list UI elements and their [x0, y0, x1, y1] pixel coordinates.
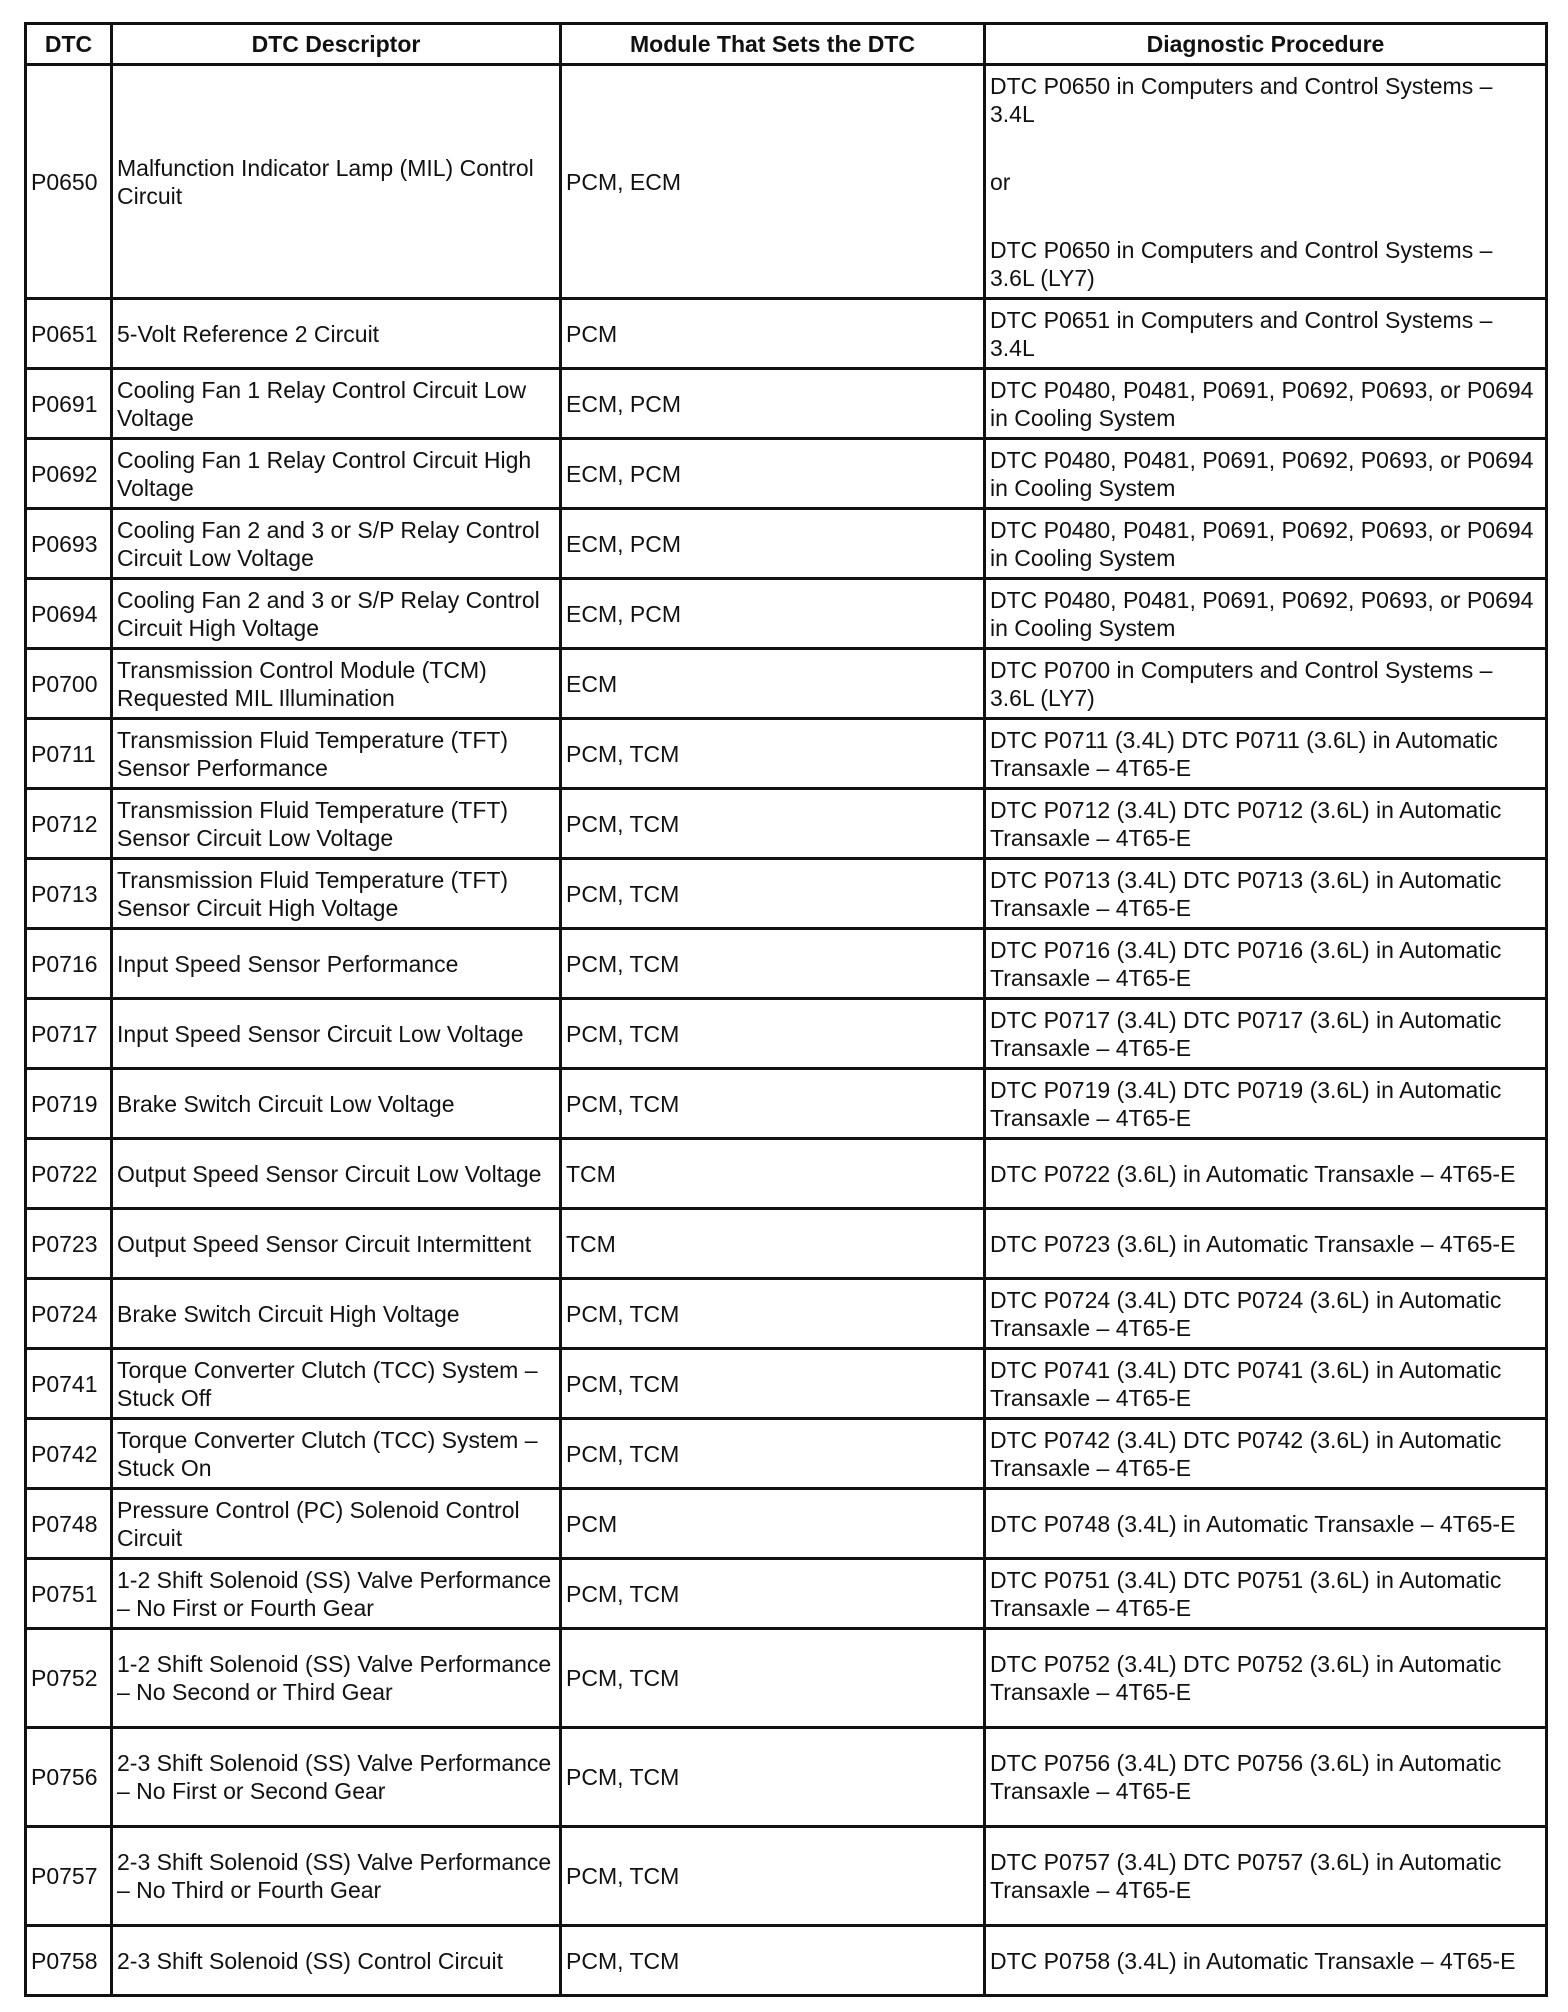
dtc-module: PCM, TCM	[561, 1069, 985, 1139]
dtc-code: P0722	[26, 1139, 112, 1209]
dtc-module: PCM, ECM	[561, 65, 985, 299]
dtc-document	[24, 22, 1545, 1997]
dtc-code: P0741	[26, 1349, 112, 1419]
table-row	[26, 1069, 1547, 1139]
header-dtc: DTC	[26, 24, 112, 65]
dtc-code: P0724	[26, 1279, 112, 1349]
dtc-descriptor: 5-Volt Reference 2 Circuit	[112, 299, 561, 369]
dtc-procedure: DTC P0741 (3.4L) DTC P0741 (3.6L) in Automatic Transaxle – 4T65-E	[985, 1349, 1547, 1419]
dtc-module: PCM, TCM	[561, 1419, 985, 1489]
dtc-code: P0717	[26, 999, 112, 1069]
table-row	[26, 579, 1547, 649]
dtc-descriptor: Cooling Fan 2 and 3 or S/P Relay Control Circuit Low Voltage	[112, 509, 561, 579]
table-row	[26, 1728, 1547, 1827]
dtc-procedure: DTC P0713 (3.4L) DTC P0713 (3.6L) in Automatic Transaxle – 4T65-E	[985, 859, 1547, 929]
dtc-code: P0693	[26, 509, 112, 579]
dtc-module: ECM, PCM	[561, 579, 985, 649]
dtc-procedure: DTC P0756 (3.4L) DTC P0756 (3.6L) in Automatic Transaxle – 4T65-E	[985, 1728, 1547, 1827]
dtc-procedure: DTC P0751 (3.4L) DTC P0751 (3.6L) in Automatic Transaxle – 4T65-E	[985, 1559, 1547, 1629]
dtc-descriptor: Output Speed Sensor Circuit Low Voltage	[112, 1139, 561, 1209]
dtc-module: PCM, TCM	[561, 1926, 985, 1996]
dtc-code: P0651	[26, 299, 112, 369]
dtc-module: PCM	[561, 1489, 985, 1559]
dtc-descriptor: Transmission Fluid Temperature (TFT) Sensor Circuit Low Voltage	[112, 789, 561, 859]
procedure-or: or	[990, 168, 1011, 195]
dtc-table	[24, 22, 1548, 1997]
dtc-code: P0700	[26, 649, 112, 719]
dtc-code: P0756	[26, 1728, 112, 1827]
dtc-module: ECM, PCM	[561, 369, 985, 439]
dtc-module: PCM, TCM	[561, 1349, 985, 1419]
dtc-descriptor: Transmission Fluid Temperature (TFT) Sensor Circuit High Voltage	[112, 859, 561, 929]
dtc-module: PCM, TCM	[561, 789, 985, 859]
table-row	[26, 719, 1547, 789]
table-row	[26, 1349, 1547, 1419]
dtc-module: PCM, TCM	[561, 1629, 985, 1728]
dtc-code: P0711	[26, 719, 112, 789]
dtc-procedure: DTC P0742 (3.4L) DTC P0742 (3.6L) in Automatic Transaxle – 4T65-E	[985, 1419, 1547, 1489]
dtc-procedure: DTC P0724 (3.4L) DTC P0724 (3.6L) in Automatic Transaxle – 4T65-E	[985, 1279, 1547, 1349]
dtc-module: PCM, TCM	[561, 1827, 985, 1926]
table-row	[26, 1489, 1547, 1559]
dtc-code: P0716	[26, 929, 112, 999]
dtc-descriptor: Brake Switch Circuit High Voltage	[112, 1279, 561, 1349]
table-row	[26, 859, 1547, 929]
dtc-descriptor: Cooling Fan 2 and 3 or S/P Relay Control Circuit High Voltage	[112, 579, 561, 649]
dtc-descriptor: Input Speed Sensor Performance	[112, 929, 561, 999]
dtc-code: P0757	[26, 1827, 112, 1926]
table-row	[26, 299, 1547, 369]
dtc-descriptor: Cooling Fan 1 Relay Control Circuit Low Voltage	[112, 369, 561, 439]
dtc-descriptor: Output Speed Sensor Circuit Intermittent	[112, 1209, 561, 1279]
table-row	[26, 1926, 1547, 1996]
table-row	[26, 439, 1547, 509]
dtc-module: TCM	[561, 1139, 985, 1209]
dtc-procedure: DTC P0711 (3.4L) DTC P0711 (3.6L) in Automatic Transaxle – 4T65-E	[985, 719, 1547, 789]
dtc-code: P0758	[26, 1926, 112, 1996]
dtc-code: P0691	[26, 369, 112, 439]
table-row	[26, 789, 1547, 859]
dtc-procedure: DTC P0700 in Computers and Control Systems – 3.6L (LY7)	[985, 649, 1547, 719]
dtc-descriptor: 2-3 Shift Solenoid (SS) Valve Performance – No Third or Fourth Gear	[112, 1827, 561, 1926]
dtc-code: P0712	[26, 789, 112, 859]
dtc-module: TCM	[561, 1209, 985, 1279]
dtc-procedure: DTC P0712 (3.4L) DTC P0712 (3.6L) in Automatic Transaxle – 4T65-E	[985, 789, 1547, 859]
dtc-descriptor: 1-2 Shift Solenoid (SS) Valve Performance – No First or Fourth Gear	[112, 1559, 561, 1629]
procedure-primary: DTC P0650 in Computers and Control Systems – 3.4L	[990, 72, 1493, 127]
dtc-code: P0650	[26, 65, 112, 299]
dtc-descriptor: 2-3 Shift Solenoid (SS) Control Circuit	[112, 1926, 561, 1996]
dtc-descriptor: Torque Converter Clutch (TCC) System – Stuck On	[112, 1419, 561, 1489]
table-row	[26, 1139, 1547, 1209]
dtc-code: P0751	[26, 1559, 112, 1629]
dtc-descriptor: Cooling Fan 1 Relay Control Circuit High Voltage	[112, 439, 561, 509]
dtc-code: P0692	[26, 439, 112, 509]
dtc-descriptor: Input Speed Sensor Circuit Low Voltage	[112, 999, 561, 1069]
table-row	[26, 1559, 1547, 1629]
dtc-module: PCM, TCM	[561, 1728, 985, 1827]
table-row	[26, 1419, 1547, 1489]
dtc-code: P0748	[26, 1489, 112, 1559]
dtc-module: PCM	[561, 299, 985, 369]
dtc-module: ECM	[561, 649, 985, 719]
dtc-procedure: DTC P0651 in Computers and Control Systems – 3.4L	[985, 299, 1547, 369]
dtc-descriptor: Malfunction Indicator Lamp (MIL) Control Circuit	[112, 65, 561, 299]
dtc-procedure: DTC P0748 (3.4L) in Automatic Transaxle – 4T65-E	[985, 1489, 1547, 1559]
table-row	[26, 1629, 1547, 1728]
table-row	[26, 929, 1547, 999]
dtc-descriptor: Pressure Control (PC) Solenoid Control Circuit	[112, 1489, 561, 1559]
table-row	[26, 999, 1547, 1069]
dtc-module: PCM, TCM	[561, 999, 985, 1069]
dtc-descriptor: Transmission Control Module (TCM) Requested MIL Illumination	[112, 649, 561, 719]
dtc-procedure: DTC P0723 (3.6L) in Automatic Transaxle – 4T65-E	[985, 1209, 1547, 1279]
dtc-module: PCM, TCM	[561, 719, 985, 789]
dtc-code: P0752	[26, 1629, 112, 1728]
table-row	[26, 369, 1547, 439]
dtc-descriptor: 2-3 Shift Solenoid (SS) Valve Performance – No First or Second Gear	[112, 1728, 561, 1827]
dtc-module: ECM, PCM	[561, 439, 985, 509]
table-row	[26, 1279, 1547, 1349]
dtc-code: P0694	[26, 579, 112, 649]
dtc-procedure: DTC P0480, P0481, P0691, P0692, P0693, or P0694 in Cooling System	[985, 579, 1547, 649]
header-module: Module That Sets the DTC	[561, 24, 985, 65]
dtc-procedure: DTC P0722 (3.6L) in Automatic Transaxle – 4T65-E	[985, 1139, 1547, 1209]
header-procedure: Diagnostic Procedure	[985, 24, 1547, 65]
dtc-descriptor: Transmission Fluid Temperature (TFT) Sensor Performance	[112, 719, 561, 789]
dtc-procedure: DTC P0480, P0481, P0691, P0692, P0693, or P0694 in Cooling System	[985, 439, 1547, 509]
table-row	[26, 1827, 1547, 1926]
dtc-code: P0713	[26, 859, 112, 929]
table-row	[26, 1209, 1547, 1279]
dtc-descriptor: Brake Switch Circuit Low Voltage	[112, 1069, 561, 1139]
dtc-module: PCM, TCM	[561, 1559, 985, 1629]
header-descriptor: DTC Descriptor	[112, 24, 561, 65]
dtc-procedure	[985, 65, 1547, 299]
dtc-procedure: DTC P0717 (3.4L) DTC P0717 (3.6L) in Automatic Transaxle – 4T65-E	[985, 999, 1547, 1069]
table-header-row	[26, 24, 1547, 65]
dtc-descriptor: 1-2 Shift Solenoid (SS) Valve Performance – No Second or Third Gear	[112, 1629, 561, 1728]
dtc-procedure: DTC P0480, P0481, P0691, P0692, P0693, or P0694 in Cooling System	[985, 369, 1547, 439]
table-row	[26, 65, 1547, 299]
dtc-module: PCM, TCM	[561, 859, 985, 929]
dtc-procedure: DTC P0719 (3.4L) DTC P0719 (3.6L) in Automatic Transaxle – 4T65-E	[985, 1069, 1547, 1139]
dtc-procedure: DTC P0757 (3.4L) DTC P0757 (3.6L) in Automatic Transaxle – 4T65-E	[985, 1827, 1547, 1926]
dtc-module: PCM, TCM	[561, 929, 985, 999]
dtc-module: PCM, TCM	[561, 1279, 985, 1349]
dtc-code: P0742	[26, 1419, 112, 1489]
dtc-descriptor: Torque Converter Clutch (TCC) System – Stuck Off	[112, 1349, 561, 1419]
table-row	[26, 649, 1547, 719]
table-row	[26, 509, 1547, 579]
dtc-code: P0723	[26, 1209, 112, 1279]
dtc-module: ECM, PCM	[561, 509, 985, 579]
dtc-code: P0719	[26, 1069, 112, 1139]
procedure-alternate: DTC P0650 in Computers and Control Systems – 3.6L (LY7)	[990, 236, 1493, 291]
dtc-procedure: DTC P0716 (3.4L) DTC P0716 (3.6L) in Automatic Transaxle – 4T65-E	[985, 929, 1547, 999]
dtc-procedure: DTC P0758 (3.4L) in Automatic Transaxle – 4T65-E	[985, 1926, 1547, 1996]
dtc-procedure: DTC P0480, P0481, P0691, P0692, P0693, or P0694 in Cooling System	[985, 509, 1547, 579]
dtc-procedure: DTC P0752 (3.4L) DTC P0752 (3.6L) in Automatic Transaxle – 4T65-E	[985, 1629, 1547, 1728]
